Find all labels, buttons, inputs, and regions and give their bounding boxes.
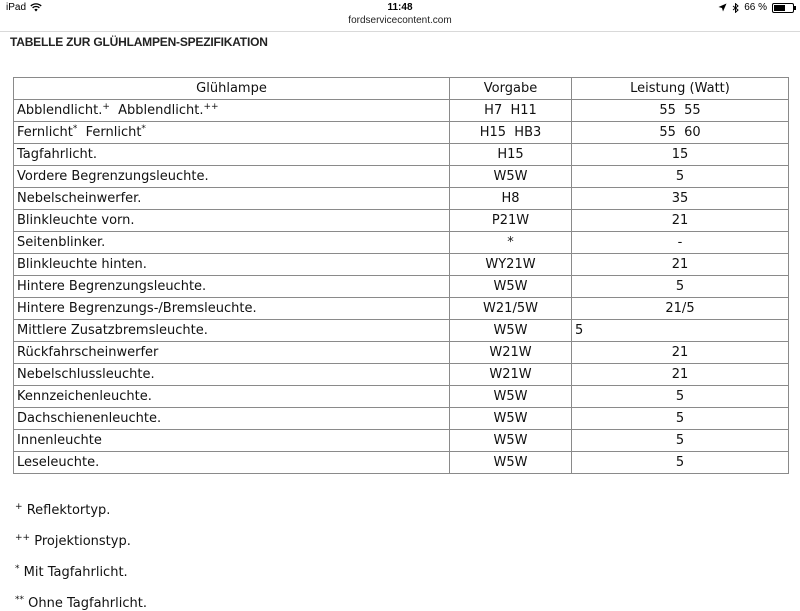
bulb-name: Innenleuchte [17,433,102,448]
bulb-name-cell [14,408,450,430]
bulb-name-variant: Abblendlicht. [118,103,204,118]
bulb-type-cell: H15 HB3 [450,122,572,144]
wattage-cell: 21 [572,254,789,276]
footnote-marker: ++ [203,102,219,112]
bulb-type-cell: H7 H11 [450,100,572,122]
bulb-type-cell: W21/5W [450,298,572,320]
bulb-type-cell: W5W [450,430,572,452]
bulb-name-cell [14,188,450,210]
table-header-row [14,78,789,100]
table-row [14,386,789,408]
column-header-spec: Vorgabe [450,78,572,100]
bulb-name: Nebelschlussleuchte. [17,367,155,382]
wattage-cell: 5 [572,408,789,430]
bluetooth-icon [732,3,739,13]
table-row [14,452,789,474]
bulb-name: Vordere Begrenzungsleuchte. [17,169,209,184]
wattage-cell: 5 [572,386,789,408]
footnote-marker: * [72,124,78,134]
bulb-name-cell [14,320,450,342]
bulb-name: Kennzeichenleuchte. [17,389,152,404]
bulb-name: Nebelscheinwerfer. [17,191,142,206]
footnote-text: Ohne Tagfahrlicht. [28,596,147,611]
footnote-marker: + [102,102,110,112]
table-row [14,342,789,364]
bulb-spec-table [13,77,789,474]
table-row [14,276,789,298]
battery-percent: 66 % [744,2,767,13]
bulb-name-cell [14,298,450,320]
bulb-type-cell: W5W [450,408,572,430]
bulb-type-cell: P21W [450,210,572,232]
bulb-name: Hintere Begrenzungs-/Bremsleuchte. [17,301,257,316]
wattage-cell: 55 55 [572,100,789,122]
battery-icon [772,3,794,13]
wattage-cell: - [572,232,789,254]
footnote-text: Reflektortyp. [26,503,111,518]
table-row [14,100,789,122]
footnote-marker: * [141,124,146,134]
table-row [14,166,789,188]
bulb-name-cell [14,166,450,188]
bulb-name: Seitenblinker. [17,235,106,250]
wattage-cell: 15 [572,144,789,166]
table-body [14,100,789,474]
wattage-cell: 35 [572,188,789,210]
wattage-cell: 21 [572,364,789,386]
column-header-watt: Leistung (Watt) [572,78,789,100]
bulb-type-cell: W5W [450,320,572,342]
bulb-name: Dachschienenleuchte. [17,411,162,426]
bulb-name: Leseleuchte. [17,455,100,470]
footnote-marker: + [15,502,23,512]
bulb-name-variant: Fernlicht [85,125,142,140]
bulb-type-cell: W5W [450,386,572,408]
status-bar [0,0,800,16]
bulb-name: Rückfahrscheinwerfer [17,345,159,360]
table-row [14,298,789,320]
wattage-cell: 5 [572,276,789,298]
footnote [15,503,110,518]
table-row [14,408,789,430]
wattage-cell: 5 [572,452,789,474]
location-arrow-icon [718,3,727,12]
bulb-type-cell: WY21W [450,254,572,276]
bulb-name-cell [14,276,450,298]
bulb-type-cell: W5W [450,276,572,298]
table-row [14,188,789,210]
footnote [15,596,147,611]
bulb-name-cell [14,232,450,254]
table-row [14,254,789,276]
table-row [14,364,789,386]
bulb-name-cell [14,452,450,474]
bulb-name-cell [14,254,450,276]
wattage-cell: 5 [572,430,789,452]
bulb-name-cell [14,144,450,166]
bulb-type-cell: W5W [450,452,572,474]
wattage-cell: 55 60 [572,122,789,144]
header-divider [0,31,800,32]
footnote-marker: * [15,564,20,574]
table-row [14,122,789,144]
table-row [14,320,789,342]
bulb-type-cell: W5W [450,166,572,188]
bulb-name: Hintere Begrenzungsleuchte. [17,279,207,294]
bulb-type-cell: * [450,232,572,254]
footnote-text: Projektionstyp. [34,534,131,549]
wattage-cell: 5 [572,320,789,342]
page-title: TABELLE ZUR GLÜHLAMPEN-SPEZIFIKATION [10,35,268,49]
table-row [14,430,789,452]
bulb-name: Mittlere Zusatzbremsleuchte. [17,323,208,338]
table-row [14,144,789,166]
bulb-type-cell: W21W [450,364,572,386]
status-time: 11:48 [387,2,413,13]
footnote [15,534,131,549]
table-row [14,232,789,254]
wattage-cell: 21/5 [572,298,789,320]
bulb-name-cell [14,386,450,408]
bulb-name-cell [14,122,450,144]
bulb-name: Blinkleuchte vorn. [17,213,135,228]
bulb-name: Fernlicht [17,125,73,140]
wattage-cell: 21 [572,342,789,364]
bulb-type-cell: W21W [450,342,572,364]
bulb-name: Abblendlicht. [17,103,103,118]
bulb-name-cell [14,210,450,232]
wattage-cell: 5 [572,166,789,188]
bulb-name-cell [14,100,450,122]
bulb-type-cell: H15 [450,144,572,166]
footnote-marker: ++ [15,533,31,543]
bulb-name-cell [14,430,450,452]
bulb-name-cell [14,342,450,364]
status-right [718,2,794,13]
url-label[interactable]: fordservicecontent.com [348,15,452,26]
column-header-bulb: Glühlampe [14,78,450,100]
bulb-name: Tagfahrlicht. [17,147,97,162]
device-name: iPad [6,2,27,13]
table-row [14,210,789,232]
bulb-name-cell [14,364,450,386]
battery-fill [774,5,785,11]
bulb-name: Blinkleuchte hinten. [17,257,147,272]
footnote-text: Mit Tagfahrlicht. [23,565,128,580]
footnote-marker: ** [15,595,24,605]
footnote [15,565,128,580]
wattage-cell: 21 [572,210,789,232]
bulb-type-cell: H8 [450,188,572,210]
